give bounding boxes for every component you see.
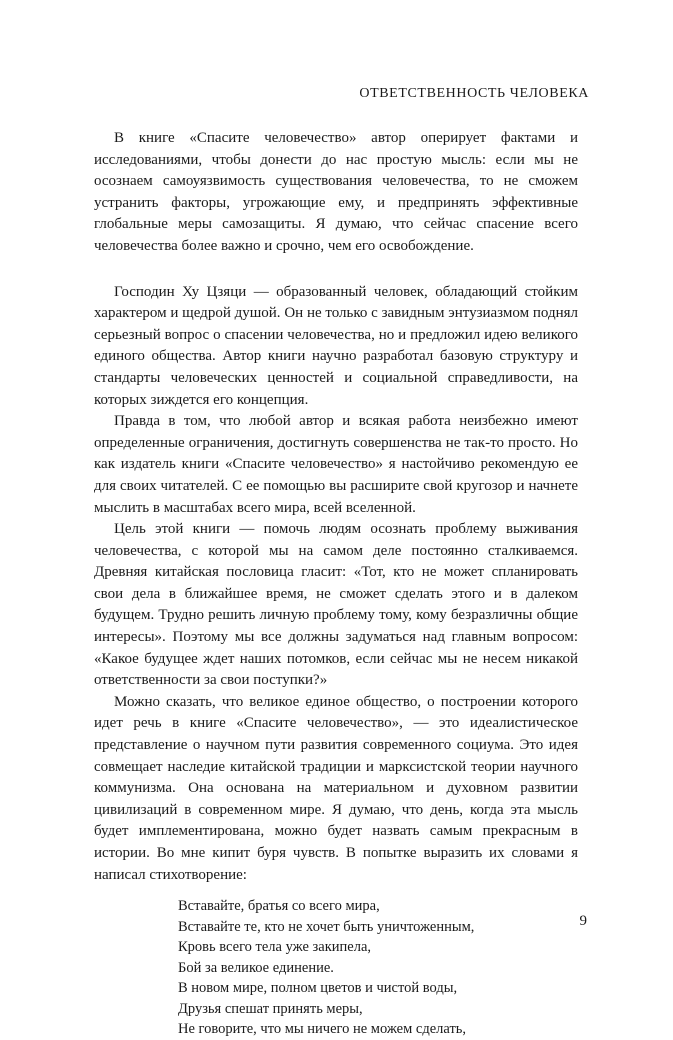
poem-line: Кровь всего тела уже закипела,: [178, 939, 372, 956]
poem-line: Друзья спешат принять меры,: [178, 1000, 363, 1017]
poem: [178, 896, 578, 1040]
poem-line: Вставайте, братья со всего мира,: [178, 898, 380, 915]
page-number: 9: [579, 913, 587, 929]
poem-line: Бой за великое единение.: [178, 959, 334, 976]
paragraph: Цель этой книги — помочь людям осознать проблему выживания человечества, с которой мы на самом деле постоянно сталкиваемся. Древняя китайская пословица гласит: «Тот, кто не может спланировать свои дела в ближайшее время, не сможет сделать этого и в далеком будущем. Трудно решить личную проблему тому, кому безразличны общие интересы». Поэтому мы все должны задуматься над главным вопросом: «Какое будущее ждет наших потомков, если сейчас мы не несем никакой ответственности за свои поступки?»: [94, 521, 578, 689]
paragraph: Господин Ху Цзяци — образованный человек, обладающий стойким характером и щедрой душой. Он не только с завидным энтузиазмом поднял серьезный вопрос о спасении человечества, но и предложил идею великого единого общества. Автор книги научно разработал базовую структуру и стандарты человеческих ценностей и социальной справедливости, на которых зиждется его концепция.: [94, 283, 578, 408]
poem-line: В новом мире, полном цветов и чистой воды,: [178, 980, 458, 997]
poem-line: Вставайте те, кто не хочет быть уничтоженным,: [178, 918, 475, 935]
paragraph: Правда в том, что любой автор и всякая работа неизбежно имеют определенные ограничения, достигнуть совершенства не так-то просто. Но как издатель книги «Спасите человечество» я настойчиво рекомендую ее для своих читателей. С ее помощью вы расширите свой кругозор и начнете мыслить в масштабах всего мира, всей вселенной.: [94, 413, 578, 516]
section-break: [94, 258, 578, 282]
body-text: [94, 128, 578, 1040]
poem-line: Не говорите, что мы ничего не можем сделать,: [178, 1021, 467, 1038]
running-header: ОТВЕТСТВЕННОСТЬ ЧЕЛОВЕКА: [359, 86, 589, 101]
paragraph: Можно сказать, что великое единое общество, о построении которого идет речь в книге «Спасите человечество», — это идеалистическое представление о научном пути развития современного социума. Это идея совмещает наследие китайской традиции и марксистской теории научного коммунизма. Она основана на материальном и духовном развитии цивилизаций в современном мире. Я думаю, что день, когда эта мысль будет имплементирована, можно будет назвать самым прекрасным в истории. Во мне кипит буря чувств. В попытке выразить их словами я написал стихотворение:: [94, 693, 578, 883]
paragraph: В книге «Спасите человечество» автор оперирует фактами и исследованиями, чтобы донести до нас простую мысль: если мы не осознаем самоуязвимость существования человечества, то не сможем устранить факторы, угрожающие ему, и предпринять эффективные глобальные меры самозащиты. Я думаю, что сейчас спасение всего человечества более важно и срочно, чем его освобождение.: [94, 130, 578, 254]
